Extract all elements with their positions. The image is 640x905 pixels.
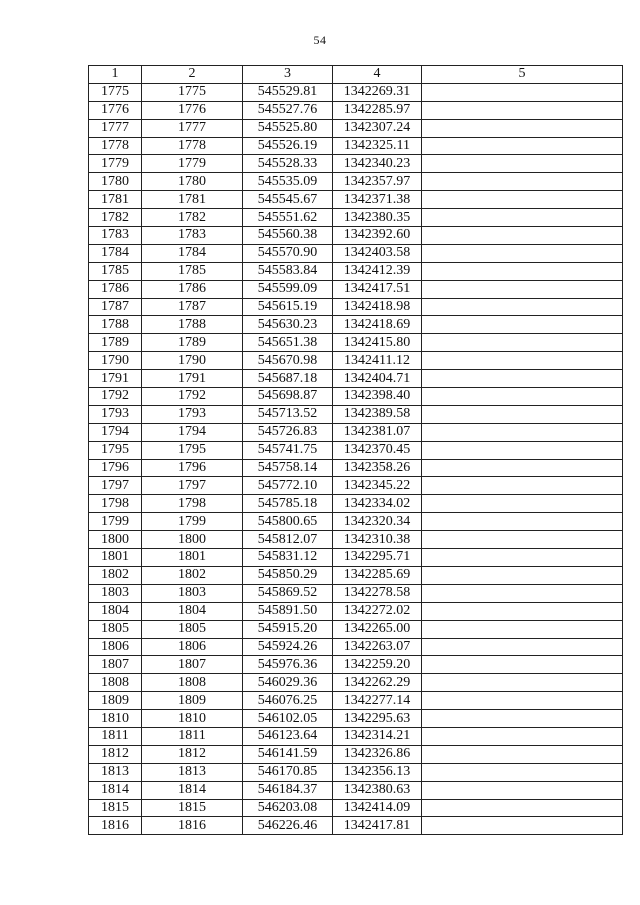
table-cell-col-2: 1775: [142, 83, 243, 101]
table-cell-col-5: [422, 584, 623, 602]
table-cell-col-4: 1342326.86: [333, 745, 422, 763]
table-cell-col-1: 1801: [89, 549, 142, 567]
table-cell-col-1: 1781: [89, 191, 142, 209]
table-cell-col-3: 545915.20: [243, 620, 333, 638]
table-row: [89, 316, 623, 334]
table-cell-col-5: [422, 656, 623, 674]
table-cell-col-4: 1342415.80: [333, 334, 422, 352]
table-cell-col-5: [422, 710, 623, 728]
table-cell-col-4: 1342285.69: [333, 566, 422, 584]
table-cell-col-5: [422, 674, 623, 692]
table-cell-col-3: 545570.90: [243, 244, 333, 262]
table-cell-col-2: 1810: [142, 710, 243, 728]
table-cell-col-5: [422, 298, 623, 316]
table-cell-col-3: 545583.84: [243, 262, 333, 280]
table-cell-col-3: 546170.85: [243, 763, 333, 781]
table-cell-col-3: 545812.07: [243, 531, 333, 549]
table-row: [89, 388, 623, 406]
table-cell-col-4: 1342389.58: [333, 405, 422, 423]
table-cell-col-4: 1342417.81: [333, 817, 422, 835]
table-row: [89, 370, 623, 388]
table-cell-col-1: 1800: [89, 531, 142, 549]
table-row: [89, 763, 623, 781]
table-row: [89, 531, 623, 549]
table-cell-col-1: 1795: [89, 441, 142, 459]
table-cell-col-2: 1778: [142, 137, 243, 155]
table-cell-col-5: [422, 513, 623, 531]
table-cell-col-4: 1342411.12: [333, 352, 422, 370]
table-cell-col-2: 1786: [142, 280, 243, 298]
table-row: [89, 227, 623, 245]
column-header-4: 4: [333, 66, 422, 84]
table-cell-col-1: 1775: [89, 83, 142, 101]
table-cell-col-3: 545615.19: [243, 298, 333, 316]
table-row: [89, 155, 623, 173]
table-cell-col-3: 545741.75: [243, 441, 333, 459]
table-cell-col-5: [422, 227, 623, 245]
table-cell-col-2: 1779: [142, 155, 243, 173]
table-cell-col-3: 546184.37: [243, 781, 333, 799]
table-cell-col-2: 1799: [142, 513, 243, 531]
table-cell-col-4: 1342310.38: [333, 531, 422, 549]
table-cell-col-1: 1790: [89, 352, 142, 370]
column-header-3: 3: [243, 66, 333, 84]
table-cell-col-5: [422, 763, 623, 781]
table-cell-col-2: 1790: [142, 352, 243, 370]
table-row: [89, 656, 623, 674]
table-cell-col-3: 545529.81: [243, 83, 333, 101]
table-cell-col-2: 1782: [142, 209, 243, 227]
column-header-2: 2: [142, 66, 243, 84]
table-cell-col-5: [422, 745, 623, 763]
table-cell-col-2: 1806: [142, 638, 243, 656]
table-row: [89, 710, 623, 728]
table-row: [89, 352, 623, 370]
table-cell-col-2: 1815: [142, 799, 243, 817]
table-cell-col-3: 545630.23: [243, 316, 333, 334]
table-cell-col-5: [422, 101, 623, 119]
table-cell-col-5: [422, 549, 623, 567]
table-cell-col-2: 1816: [142, 817, 243, 835]
table-cell-col-2: 1787: [142, 298, 243, 316]
table-cell-col-1: 1784: [89, 244, 142, 262]
table-cell-col-4: 1342358.26: [333, 459, 422, 477]
table-row: [89, 584, 623, 602]
table-cell-col-1: 1792: [89, 388, 142, 406]
table-cell-col-5: [422, 388, 623, 406]
table-cell-col-1: 1812: [89, 745, 142, 763]
table-cell-col-4: 1342334.02: [333, 495, 422, 513]
table-row: [89, 191, 623, 209]
table-cell-col-4: 1342418.69: [333, 316, 422, 334]
table-row: [89, 137, 623, 155]
table-cell-col-1: 1805: [89, 620, 142, 638]
table-cell-col-3: 545869.52: [243, 584, 333, 602]
table-cell-col-1: 1815: [89, 799, 142, 817]
table-cell-col-4: 1342392.60: [333, 227, 422, 245]
table-row: [89, 209, 623, 227]
table-cell-col-5: [422, 262, 623, 280]
table-cell-col-2: 1783: [142, 227, 243, 245]
table-cell-col-3: 545551.62: [243, 209, 333, 227]
table-row: [89, 602, 623, 620]
table-cell-col-4: 1342418.98: [333, 298, 422, 316]
table-cell-col-5: [422, 119, 623, 137]
table-cell-col-5: [422, 316, 623, 334]
table-cell-col-5: [422, 531, 623, 549]
table-row: [89, 745, 623, 763]
table-cell-col-3: 545976.36: [243, 656, 333, 674]
table-cell-col-4: 1342370.45: [333, 441, 422, 459]
table-cell-col-2: 1804: [142, 602, 243, 620]
table-row: [89, 173, 623, 191]
table-cell-col-4: 1342307.24: [333, 119, 422, 137]
table-cell-col-4: 1342356.13: [333, 763, 422, 781]
table-cell-col-3: 545726.83: [243, 423, 333, 441]
table-cell-col-2: 1791: [142, 370, 243, 388]
table-cell-col-5: [422, 781, 623, 799]
table-row: [89, 405, 623, 423]
table-cell-col-2: 1788: [142, 316, 243, 334]
table-cell-col-1: 1794: [89, 423, 142, 441]
table-cell-col-1: 1803: [89, 584, 142, 602]
table-cell-col-3: 546141.59: [243, 745, 333, 763]
table-cell-col-2: 1813: [142, 763, 243, 781]
table-cell-col-4: 1342325.11: [333, 137, 422, 155]
table-cell-col-4: 1342320.34: [333, 513, 422, 531]
table-cell-col-4: 1342404.71: [333, 370, 422, 388]
table-cell-col-3: 545772.10: [243, 477, 333, 495]
coordinates-table: [88, 65, 623, 835]
table-cell-col-4: 1342272.02: [333, 602, 422, 620]
table-cell-col-3: 545525.80: [243, 119, 333, 137]
table-cell-col-3: 545527.76: [243, 101, 333, 119]
table-cell-col-5: [422, 137, 623, 155]
table-cell-col-1: 1778: [89, 137, 142, 155]
table-cell-col-1: 1779: [89, 155, 142, 173]
table-cell-col-3: 545891.50: [243, 602, 333, 620]
table-cell-col-3: 546123.64: [243, 727, 333, 745]
table-cell-col-3: 545687.18: [243, 370, 333, 388]
table-cell-col-5: [422, 566, 623, 584]
table-cell-col-1: 1783: [89, 227, 142, 245]
table-cell-col-1: 1810: [89, 710, 142, 728]
table-row: [89, 83, 623, 101]
table-cell-col-5: [422, 173, 623, 191]
table-cell-col-3: 545698.87: [243, 388, 333, 406]
table-cell-col-4: 1342412.39: [333, 262, 422, 280]
table-cell-col-3: 545924.26: [243, 638, 333, 656]
table-cell-col-2: 1793: [142, 405, 243, 423]
table-cell-col-2: 1792: [142, 388, 243, 406]
table-cell-col-5: [422, 459, 623, 477]
table-cell-col-4: 1342371.38: [333, 191, 422, 209]
table-cell-col-1: 1806: [89, 638, 142, 656]
table-cell-col-5: [422, 495, 623, 513]
table-row: [89, 817, 623, 835]
table-cell-col-4: 1342295.71: [333, 549, 422, 567]
table-cell-col-2: 1784: [142, 244, 243, 262]
table-cell-col-4: 1342414.09: [333, 799, 422, 817]
table-row: [89, 781, 623, 799]
table-cell-col-5: [422, 352, 623, 370]
table-cell-col-5: [422, 334, 623, 352]
table-cell-col-1: 1786: [89, 280, 142, 298]
table-body: [89, 83, 623, 834]
table-cell-col-3: 545713.52: [243, 405, 333, 423]
table-cell-col-2: 1803: [142, 584, 243, 602]
table-cell-col-5: [422, 244, 623, 262]
table-cell-col-2: 1796: [142, 459, 243, 477]
table-row: [89, 566, 623, 584]
table-row: [89, 477, 623, 495]
table-row: [89, 101, 623, 119]
table-cell-col-3: 545545.67: [243, 191, 333, 209]
table-cell-col-1: 1798: [89, 495, 142, 513]
table-cell-col-4: 1342278.58: [333, 584, 422, 602]
table-cell-col-3: 545526.19: [243, 137, 333, 155]
table-cell-col-5: [422, 602, 623, 620]
table-row: [89, 620, 623, 638]
table-cell-col-3: 546076.25: [243, 692, 333, 710]
table-cell-col-2: 1805: [142, 620, 243, 638]
table-cell-col-1: 1811: [89, 727, 142, 745]
table-cell-col-5: [422, 799, 623, 817]
table-cell-col-2: 1795: [142, 441, 243, 459]
table-cell-col-3: 545599.09: [243, 280, 333, 298]
table-cell-col-5: [422, 817, 623, 835]
table-cell-col-3: 545560.38: [243, 227, 333, 245]
table-cell-col-2: 1794: [142, 423, 243, 441]
table-cell-col-2: 1802: [142, 566, 243, 584]
table-cell-col-3: 546102.05: [243, 710, 333, 728]
table-cell-col-5: [422, 441, 623, 459]
table-row: [89, 423, 623, 441]
table-cell-col-1: 1799: [89, 513, 142, 531]
table-cell-col-5: [422, 692, 623, 710]
table-row: [89, 334, 623, 352]
table-cell-col-2: 1807: [142, 656, 243, 674]
table-cell-col-5: [422, 280, 623, 298]
table-cell-col-3: 545528.33: [243, 155, 333, 173]
table-cell-col-4: 1342285.97: [333, 101, 422, 119]
table-cell-col-2: 1809: [142, 692, 243, 710]
table-cell-col-1: 1782: [89, 209, 142, 227]
table-cell-col-5: [422, 477, 623, 495]
table-cell-col-5: [422, 155, 623, 173]
table-cell-col-4: 1342269.31: [333, 83, 422, 101]
table-cell-col-2: 1798: [142, 495, 243, 513]
table-cell-col-1: 1814: [89, 781, 142, 799]
table-cell-col-1: 1785: [89, 262, 142, 280]
table-cell-col-1: 1816: [89, 817, 142, 835]
table-cell-col-4: 1342259.20: [333, 656, 422, 674]
table-cell-col-2: 1797: [142, 477, 243, 495]
table-cell-col-2: 1776: [142, 101, 243, 119]
table-row: [89, 298, 623, 316]
table-cell-col-2: 1780: [142, 173, 243, 191]
table-cell-col-3: 546226.46: [243, 817, 333, 835]
table-row: [89, 727, 623, 745]
table-cell-col-2: 1800: [142, 531, 243, 549]
table-cell-col-2: 1808: [142, 674, 243, 692]
table-cell-col-4: 1342381.07: [333, 423, 422, 441]
table-cell-col-4: 1342380.35: [333, 209, 422, 227]
table-cell-col-5: [422, 423, 623, 441]
table-cell-col-3: 545800.65: [243, 513, 333, 531]
table-row: [89, 459, 623, 477]
table-cell-col-2: 1812: [142, 745, 243, 763]
table-cell-col-1: 1789: [89, 334, 142, 352]
table-row: [89, 244, 623, 262]
table-cell-col-4: 1342265.00: [333, 620, 422, 638]
table-cell-col-4: 1342403.58: [333, 244, 422, 262]
table-cell-col-5: [422, 727, 623, 745]
table-cell-col-3: 545831.12: [243, 549, 333, 567]
column-header-5: 5: [422, 66, 623, 84]
table-row: [89, 638, 623, 656]
table-cell-col-5: [422, 620, 623, 638]
table-cell-col-3: 545785.18: [243, 495, 333, 513]
table-cell-col-3: 546203.08: [243, 799, 333, 817]
table-cell-col-4: 1342262.29: [333, 674, 422, 692]
table-row: [89, 495, 623, 513]
table-row: [89, 549, 623, 567]
table-cell-col-3: 545535.09: [243, 173, 333, 191]
table-cell-col-1: 1809: [89, 692, 142, 710]
table-cell-col-4: 1342345.22: [333, 477, 422, 495]
table-cell-col-3: 546029.36: [243, 674, 333, 692]
table-cell-col-2: 1814: [142, 781, 243, 799]
table-row: [89, 799, 623, 817]
table-cell-col-2: 1811: [142, 727, 243, 745]
table-cell-col-4: 1342295.63: [333, 710, 422, 728]
table-cell-col-1: 1797: [89, 477, 142, 495]
table-cell-col-2: 1785: [142, 262, 243, 280]
table-cell-col-5: [422, 191, 623, 209]
table-cell-col-1: 1776: [89, 101, 142, 119]
table-cell-col-4: 1342263.07: [333, 638, 422, 656]
table-cell-col-1: 1791: [89, 370, 142, 388]
table-cell-col-2: 1777: [142, 119, 243, 137]
table-cell-col-1: 1804: [89, 602, 142, 620]
table-row: [89, 441, 623, 459]
table-cell-col-1: 1808: [89, 674, 142, 692]
table-cell-col-1: 1796: [89, 459, 142, 477]
table-cell-col-2: 1789: [142, 334, 243, 352]
column-header-1: 1: [89, 66, 142, 84]
table-cell-col-4: 1342277.14: [333, 692, 422, 710]
table-cell-col-5: [422, 405, 623, 423]
table-cell-col-4: 1342417.51: [333, 280, 422, 298]
table-row: [89, 513, 623, 531]
table-cell-col-5: [422, 209, 623, 227]
table-row: [89, 280, 623, 298]
table-cell-col-4: 1342398.40: [333, 388, 422, 406]
page-number: 54: [313, 33, 327, 47]
table-cell-col-4: 1342340.23: [333, 155, 422, 173]
table-cell-col-2: 1801: [142, 549, 243, 567]
table-cell-col-3: 545850.29: [243, 566, 333, 584]
table-header: [89, 66, 623, 84]
table-row: [89, 119, 623, 137]
table-cell-col-5: [422, 370, 623, 388]
table-cell-col-3: 545758.14: [243, 459, 333, 477]
table-cell-col-1: 1807: [89, 656, 142, 674]
table-cell-col-1: 1802: [89, 566, 142, 584]
header-row: [89, 66, 623, 84]
table-cell-col-3: 545670.98: [243, 352, 333, 370]
table-cell-col-1: 1777: [89, 119, 142, 137]
table-cell-col-1: 1780: [89, 173, 142, 191]
table-cell-col-4: 1342314.21: [333, 727, 422, 745]
table-cell-col-1: 1787: [89, 298, 142, 316]
table-cell-col-4: 1342380.63: [333, 781, 422, 799]
table-row: [89, 692, 623, 710]
table-cell-col-1: 1793: [89, 405, 142, 423]
table-row: [89, 674, 623, 692]
table-cell-col-5: [422, 638, 623, 656]
table-cell-col-2: 1781: [142, 191, 243, 209]
table-cell-col-1: 1788: [89, 316, 142, 334]
table-cell-col-5: [422, 83, 623, 101]
table-cell-col-4: 1342357.97: [333, 173, 422, 191]
table-cell-col-3: 545651.38: [243, 334, 333, 352]
table-row: [89, 262, 623, 280]
table-cell-col-1: 1813: [89, 763, 142, 781]
